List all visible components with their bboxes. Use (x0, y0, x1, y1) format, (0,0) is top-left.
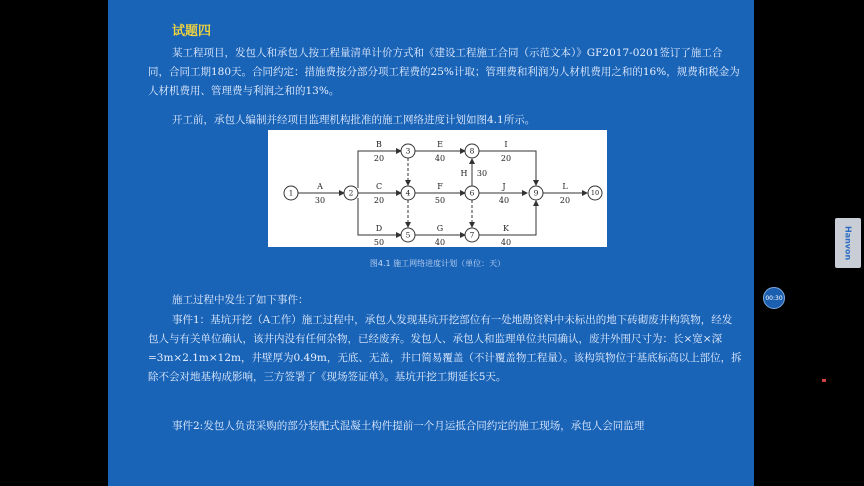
node-label: 5 (405, 230, 411, 240)
activity-duration: 30 (476, 169, 488, 178)
node-label: 7 (469, 230, 475, 240)
activity-label: D (375, 224, 383, 233)
activity-duration: 20 (559, 196, 571, 205)
activity-label: A (317, 182, 323, 191)
activity-duration: 40 (500, 238, 512, 247)
hanvon-side-tab[interactable] (835, 218, 861, 268)
paragraph-plan: 开工前，承包人编制并经项目监理机构批准的施工网络进度计划如图4.1所示。 (172, 114, 536, 126)
activity-label: E (437, 140, 443, 149)
activity-duration: 20 (373, 196, 385, 205)
activity-duration: 20 (500, 154, 512, 163)
node-label: 8 (469, 146, 475, 156)
activity-label: I (504, 140, 508, 149)
activity-label: H (460, 169, 468, 178)
activity-label: K (503, 224, 509, 233)
activity-label: F (437, 182, 443, 191)
paragraph-events-intro: 施工过程中发生了如下事件： (172, 294, 309, 306)
cursor-marker (822, 379, 826, 382)
paragraph-intro: 某工程项目，发包人和承包人按工程量清单计价方式和《建设工程施工合同（示范文本）》GF2017-0201签订了施工合同，合同工期180天。合同约定：措施费按分部分项工程费的25%计取；管理费和利润为人材机费用之和的16%，规费和税金为人材机费用、管理费与利润之和的13%。 (148, 47, 740, 97)
activity-label: L (562, 182, 568, 191)
figure-caption: 图4.1 施工网络进度计划（单位：天） (369, 259, 506, 268)
activity-label: G (436, 224, 444, 233)
node-label: 2 (348, 188, 354, 198)
timer-badge[interactable]: 00:30 (763, 287, 785, 309)
node-label: 1 (288, 188, 294, 198)
activity-duration: 40 (434, 154, 446, 163)
slide (108, 0, 754, 486)
activity-label: B (376, 140, 382, 149)
paragraph-event-2: 事件2:发包人负责采购的部分装配式混凝土构件提前一个月运抵合同约定的施工现场，承包人会同监理 (172, 420, 645, 432)
activity-duration: 40 (498, 196, 510, 205)
network-diagram (268, 130, 607, 247)
activity-duration: 20 (373, 154, 385, 163)
activity-label: C (375, 182, 383, 191)
node-label: 6 (469, 188, 475, 198)
question-title: 试题四 (172, 24, 212, 39)
activity-duration: 30 (314, 196, 326, 205)
activity-duration: 50 (373, 238, 385, 247)
node-label: 4 (405, 188, 411, 198)
activity-duration: 50 (434, 196, 446, 205)
node-label: 3 (405, 146, 411, 156)
side-tab-label: Hanvon (843, 225, 853, 261)
node-label: 9 (533, 188, 539, 198)
activity-duration: 40 (434, 238, 446, 247)
node-label: 10 (590, 189, 600, 197)
paragraph-event-1: 事件1：基坑开挖（A工作）施工过程中，承包人发现基坑开挖部位有一处地勘资料中未标出的地下砖砌废井构筑物，经发包人与有关单位确认，该井内没有任何杂物，已经废弃。发包人、承包人和监理单位共同确认，废井外围尺寸为：长×宽×深=3m×2.1m×12m，井壁厚为0.49m，无底、无盖，井口简易覆盖（不计覆盖物工程量）。该构筑物位于基底标高以上部位，拆除不会对地基构成影响，三方签署了《现场签证单》。基坑开挖工期延长5天。 (148, 314, 742, 383)
activity-label: J (502, 182, 506, 191)
